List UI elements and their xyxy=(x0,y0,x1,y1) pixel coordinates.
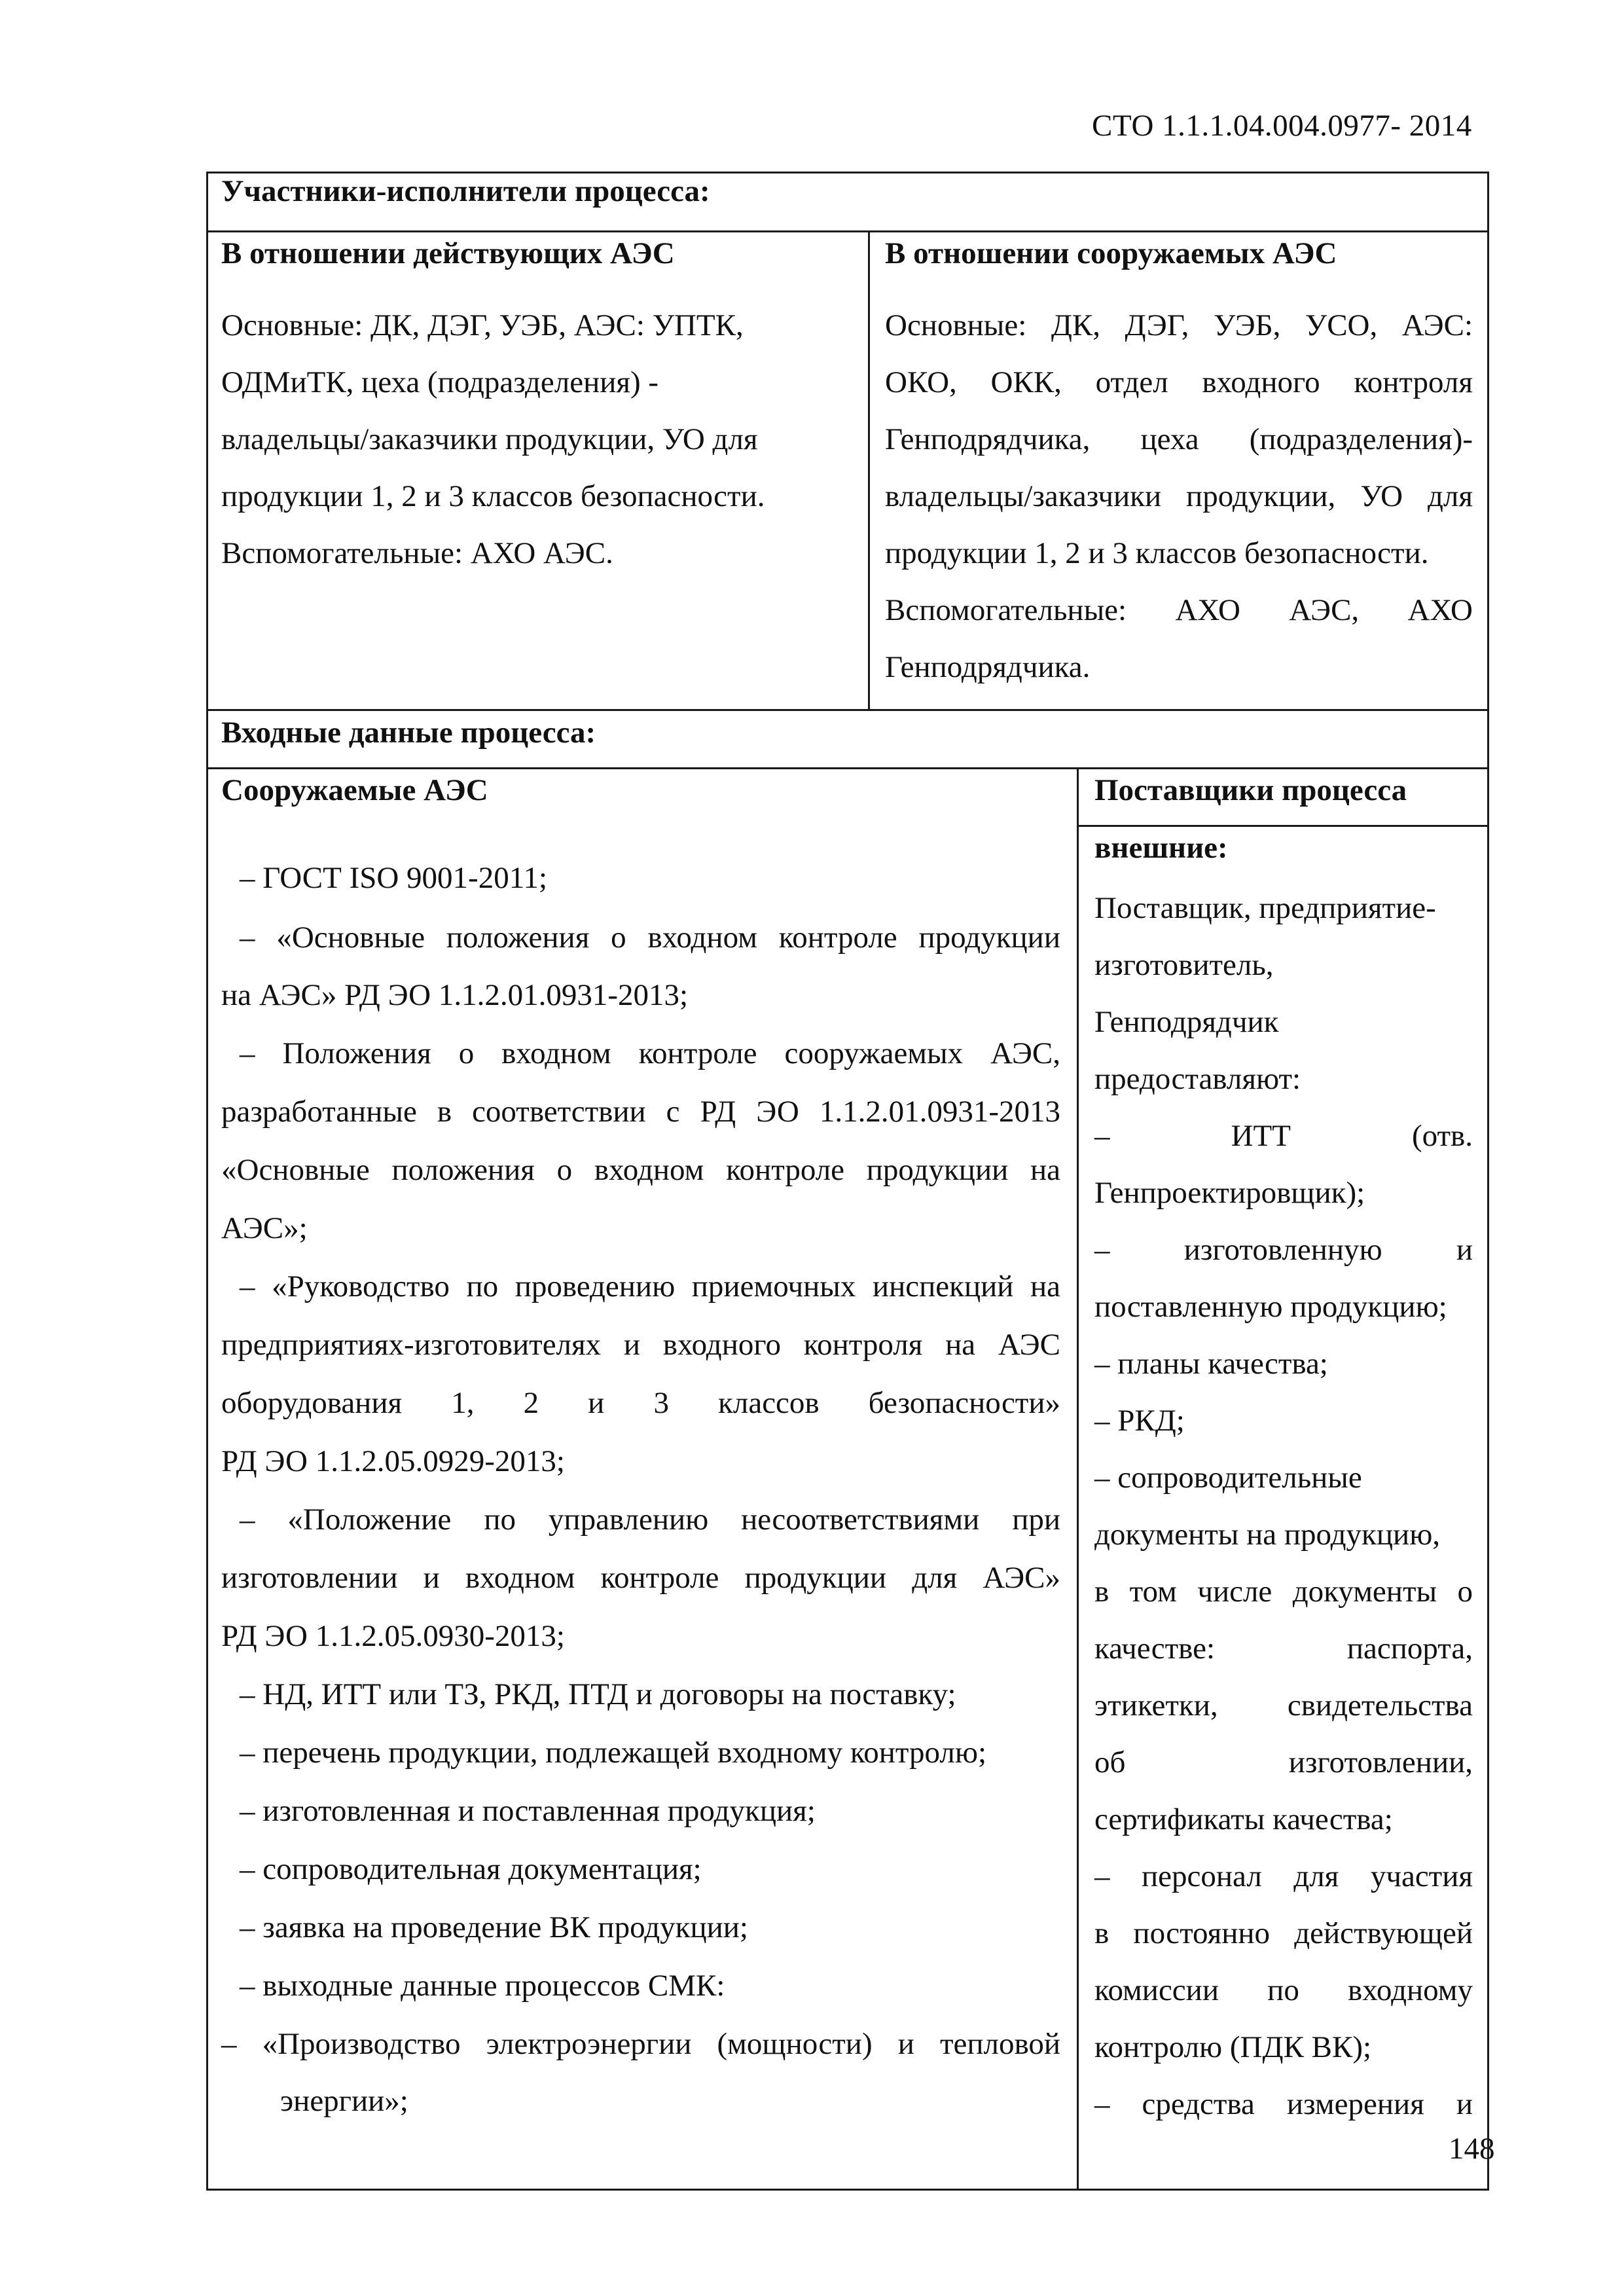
list-item: этикетки, свидетельства xyxy=(1094,1688,1473,1722)
table-divider-inputs xyxy=(1077,767,1079,2191)
list-item: – «Руководство по проведению приемочных инспекций на xyxy=(240,1269,1060,1303)
text-line: продукции 1, 2 и 3 классов безопасности. xyxy=(221,479,765,513)
list-item: – заявка на проведение ВК продукции; xyxy=(240,1910,748,1944)
list-item: АЭС»; xyxy=(221,1211,308,1245)
text-line: ОКО, ОКК, отдел входного контроля xyxy=(885,365,1473,399)
table-rule-3 xyxy=(206,767,1489,769)
list-item: – «Основные положения о входном контроле продукции xyxy=(240,920,1060,955)
list-item: – планы качества; xyxy=(1094,1347,1328,1381)
list-item: Генпроектировщик); xyxy=(1094,1176,1365,1210)
table-divider-participants xyxy=(868,230,870,710)
list-item: оборудования 1, 2 и 3 классов безопасности» xyxy=(221,1386,1060,1420)
list-item: энергии»; xyxy=(280,2084,408,2118)
document-code: СТО 1.1.1.04.004.0977- 2014 xyxy=(1092,109,1472,143)
construction-npp-title: В отношении сооружаемых АЭС xyxy=(885,236,1337,270)
table-rule-4 xyxy=(1078,825,1489,827)
text-line: Основные: ДК, ДЭГ, УЭБ, АЭС: УПТК, xyxy=(221,308,744,342)
operating-npp-title: В отношении действующих АЭС xyxy=(221,236,675,270)
list-item: – перечень продукции, подлежащей входному контролю; xyxy=(240,1736,987,1770)
text-line: владельцы/заказчики продукции, УО для xyxy=(885,479,1473,513)
text-line: Вспомогательные: АХО АЭС, АХО xyxy=(885,593,1473,627)
list-item: предприятиях-изготовителях и входного контроля на АЭС xyxy=(221,1328,1060,1362)
list-item: изготовитель, xyxy=(1094,948,1274,982)
suppliers-subtitle: внешние: xyxy=(1094,831,1228,865)
list-item: документы на продукцию, xyxy=(1094,1518,1441,1552)
participants-title: Участники-исполнители процесса: xyxy=(221,174,710,208)
list-item: – ИТТ (отв. xyxy=(1094,1119,1473,1153)
text-line: ОДМиТК, цеха (подразделения) - xyxy=(221,365,659,399)
inputs-title: Входные данные процесса: xyxy=(221,716,596,750)
list-item: предоставляют: xyxy=(1094,1062,1301,1096)
list-item: – сопроводительные xyxy=(1094,1461,1362,1495)
list-item: РД ЭО 1.1.2.05.0929-2013; xyxy=(221,1444,565,1478)
list-item: – изготовленную и xyxy=(1094,1233,1473,1267)
text-line: Вспомогательные: АХО АЭС. xyxy=(221,536,613,570)
list-item: – изготовленная и поставленная продукция; xyxy=(240,1794,816,1828)
text-line: Генподрядчика, цеха (подразделения)- xyxy=(885,422,1473,456)
table-rule-1 xyxy=(206,230,1489,232)
table-rule-2 xyxy=(206,709,1489,711)
list-item: разработанные в соответствии с РД ЭО 1.1.2.01.0931-2013 xyxy=(221,1095,1060,1129)
list-item: Поставщик, предприятие- xyxy=(1094,891,1436,925)
list-item: – НД, ИТТ или ТЗ, РКД, ПТД и договоры на поставку; xyxy=(240,1677,956,1711)
text-line: владельцы/заказчики продукции, УО для xyxy=(221,422,758,456)
list-item: в постоянно действующей xyxy=(1094,1916,1473,1950)
list-item: в том числе документы о xyxy=(1094,1575,1473,1609)
list-item: «Основные положения о входном контроле продукции на xyxy=(221,1153,1060,1187)
list-item: – сопроводительная документация; xyxy=(240,1852,702,1886)
text-line: продукции 1, 2 и 3 классов безопасности. xyxy=(885,536,1429,570)
list-item: Генподрядчик xyxy=(1094,1005,1279,1039)
list-item: комиссии по входному xyxy=(1094,1973,1473,2007)
text-line: Основные: ДК, ДЭГ, УЭБ, УСО, АЭС: xyxy=(885,308,1473,342)
list-item: – «Производство электроэнергии (мощности) и тепловой xyxy=(221,2027,1060,2061)
list-item: – Положения о входном контроле сооружаемых АЭС, xyxy=(240,1036,1060,1070)
list-item: поставленную продукцию; xyxy=(1094,1290,1447,1324)
list-item: изготовлении и входном контроле продукции для АЭС» xyxy=(221,1561,1060,1595)
list-item: РД ЭО 1.1.2.05.0930-2013; xyxy=(221,1619,565,1653)
list-item: на АЭС» РД ЭО 1.1.2.01.0931-2013; xyxy=(221,978,689,1012)
list-item: качестве: паспорта, xyxy=(1094,1631,1473,1666)
list-item: – персонал для участия xyxy=(1094,1859,1473,1893)
list-item: – выходные данные процессов СМК: xyxy=(240,1969,725,2003)
list-item: – «Положение по управлению несоответствиями при xyxy=(240,1503,1060,1537)
list-item: – РКД; xyxy=(1094,1404,1185,1438)
constructed-npp-title: Сооружаемые АЭС xyxy=(221,773,488,807)
list-item: – средства измерения и xyxy=(1094,2087,1473,2121)
page-number: 148 xyxy=(1449,2132,1495,2166)
list-item: сертификаты качества; xyxy=(1094,1802,1393,1836)
list-item: контролю (ПДК ВК); xyxy=(1094,2030,1372,2064)
list-item: – ГОСТ ISO 9001-2011; xyxy=(240,861,548,895)
suppliers-title: Поставщики процесса xyxy=(1094,773,1407,807)
list-item: об изготовлении, xyxy=(1094,1745,1473,1779)
text-line: Генподрядчика. xyxy=(885,650,1091,684)
